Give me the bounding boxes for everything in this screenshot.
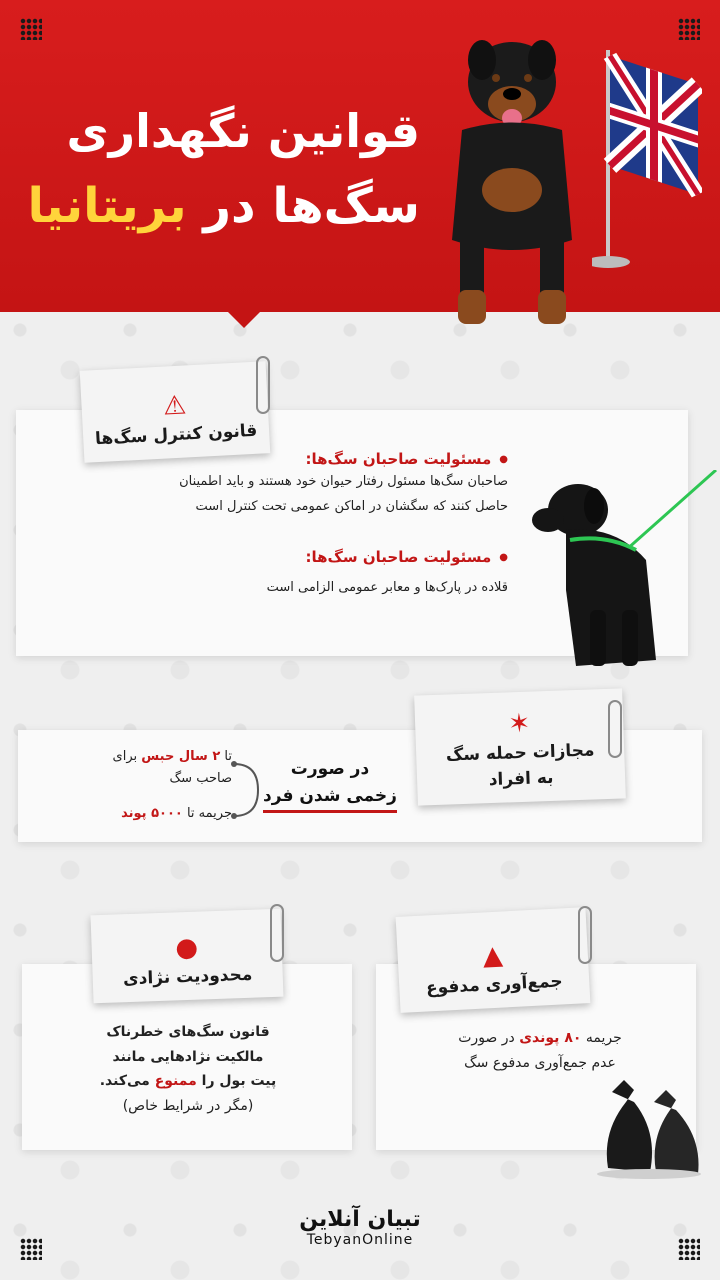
text-line: قانون سگ‌های خطرناک <box>106 1024 270 1040</box>
text-line: (مگر در شرایط خاص) <box>122 1097 254 1114</box>
header-notch <box>226 310 262 328</box>
condition-text <box>262 756 398 813</box>
penalty-highlight: ۵۰۰۰ پوند <box>121 806 183 821</box>
waste-collection-text <box>410 1026 670 1075</box>
title-highlight: بریتانیا <box>27 178 187 234</box>
bullet-text <box>88 470 508 519</box>
penalty-prefix: جریمه تا <box>186 806 232 821</box>
text-part: می‌کند. <box>99 1073 150 1089</box>
footer-logo <box>270 1208 450 1248</box>
paperclip-icon <box>578 906 592 964</box>
dog-control-tag <box>80 361 271 463</box>
bullet-text: قلاده در پارک‌ها و معابر عمومی الزامی است <box>266 580 508 595</box>
condition-line: در صورت <box>290 759 370 779</box>
trash-bags-icon <box>594 1072 704 1180</box>
dog-face-icon: ● <box>174 932 199 963</box>
penalty-suffix: برای <box>112 749 138 764</box>
penalty-line: صاحب سگ <box>169 771 232 787</box>
uk-flag-icon <box>592 40 702 270</box>
title-line-2 <box>27 178 420 234</box>
header-banner <box>0 0 720 312</box>
bracket-icon <box>228 760 262 820</box>
dog-bite-icon: ✶ <box>507 708 531 740</box>
penalty-line <box>112 746 232 768</box>
paperclip-icon <box>270 904 284 962</box>
bullet-heading: ● مسئولیت صاحبان سگ‌ها: <box>305 548 508 566</box>
tag-title: قانون کنترل سگ‌ها <box>94 420 258 449</box>
breed-restriction-text <box>60 1020 316 1118</box>
penalty-highlight: ۲ سال حبس <box>141 749 221 764</box>
attack-penalty-tag <box>414 688 626 805</box>
penalty-fine <box>112 806 232 821</box>
text-line <box>60 1069 316 1094</box>
condition-line-underlined: زخمی شدن فرد <box>263 783 397 813</box>
penalty-prefix: تا <box>224 749 232 764</box>
text-line: مالکیت نژادهایی مانند <box>112 1048 264 1065</box>
text-line <box>410 1026 670 1051</box>
logo-en: TebyanOnline <box>306 1232 414 1249</box>
tag-title-line-2: به افراد <box>488 767 554 790</box>
text-part: پیت بول را <box>201 1073 277 1089</box>
penalty-prison <box>112 746 232 790</box>
tag-title: جمع‌آوری مدفوع <box>425 970 564 999</box>
text-line: صاحبان سگ‌ها مسئول رفتار حیوان خود هستند و باید اطمینان <box>179 474 508 489</box>
text-line: عدم جمع‌آوری مدفوع سگ <box>464 1054 616 1071</box>
paperclip-icon <box>256 356 270 414</box>
text-highlight: ۸۰ پوندی <box>519 1030 582 1046</box>
breed-restriction-tag <box>91 909 284 1004</box>
tag-title: محدودیت نژادی <box>122 964 253 989</box>
text-highlight: ممنوع <box>154 1073 197 1089</box>
stop-sign-icon: ⚠ <box>162 389 188 422</box>
decor-dots-icon <box>678 1238 700 1260</box>
decor-dots-icon <box>20 18 42 40</box>
tag-title-line-1: مجازات حمله سگ <box>445 740 595 766</box>
text-line: حاصل کنند که سگشان در اماکن عمومی تحت کنترل است <box>195 498 508 514</box>
decor-dots-icon <box>20 1238 42 1260</box>
poop-bag-icon: ▲ <box>481 940 504 972</box>
text-part: در صورت <box>458 1030 515 1046</box>
text-part: جریمه <box>585 1030 622 1046</box>
decor-dots-icon <box>678 18 700 40</box>
bullet-heading: ● مسئولیت صاحبان سگ‌ها: <box>305 450 508 468</box>
rottweiler-dog-icon <box>432 20 592 340</box>
paperclip-icon <box>608 700 622 758</box>
labrador-dog-icon <box>526 470 720 676</box>
logo-fa: تبیان آنلاین <box>299 1207 421 1232</box>
title-line-1: قوانین نگهداری <box>66 104 420 158</box>
title-part: سگ‌ها در <box>203 178 420 234</box>
waste-collection-tag <box>396 907 591 1013</box>
